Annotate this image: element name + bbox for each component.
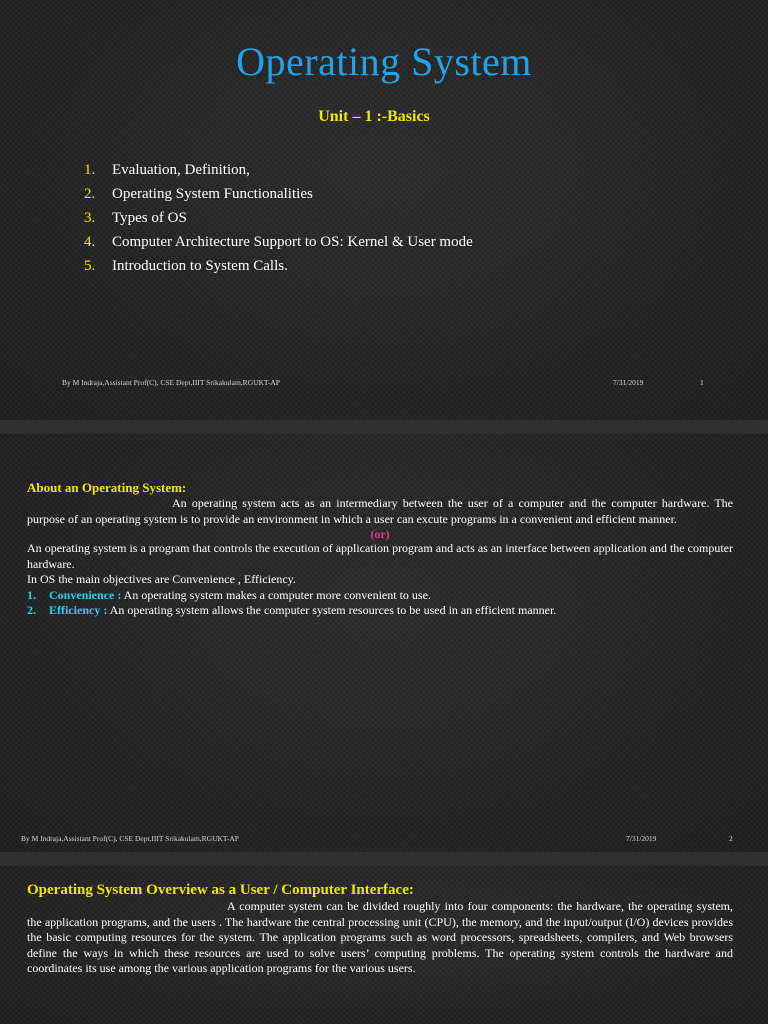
list-text: Evaluation, Definition, bbox=[112, 162, 250, 178]
footer-author: By M Indraja,Assistant Prof(C), CSE Dept,IIIT Srikakulam,RGUKT-AP bbox=[62, 378, 280, 387]
objective-number: 1. bbox=[27, 587, 36, 602]
list-number: 1. bbox=[84, 162, 96, 178]
list-item bbox=[84, 182, 473, 206]
list-number: 3. bbox=[84, 210, 96, 226]
slide-1 bbox=[0, 0, 768, 420]
list-text: Introduction to System Calls. bbox=[112, 258, 288, 274]
list-item bbox=[84, 206, 473, 230]
objective-item bbox=[27, 588, 733, 604]
slide-2 bbox=[0, 434, 768, 852]
list-text: Operating System Functionalities bbox=[112, 186, 313, 202]
objectives-line: In OS the main objectives are Convenience , Efficiency. bbox=[27, 572, 296, 586]
list-item bbox=[84, 230, 473, 254]
objective-item bbox=[27, 603, 733, 619]
list-number: 2. bbox=[84, 186, 96, 202]
objective-label: Convenience : bbox=[49, 587, 122, 602]
objective-text: An operating system allows the computer system resources to be used in an efficient manner. bbox=[107, 603, 557, 617]
paragraph-text: A computer system can be divided roughly into four components: the hardware, the operating system, the application programs, and the users . The hardware the central processing unit (CPU), the memory, and the input/output (I/O) devices provides the basic computing resources for the system. The application programs such as word processors, spreadsheets, compilers, and Web browsers define the ways in which these resources are used to solve users’ computing problems. The operating system controls the hardware and coordinates its use among the various application programs for the various users. bbox=[27, 899, 733, 975]
footer-author: By M Indraja,Assistant Prof(C), CSE Dept,IIIT Srikakulam,RGUKT-AP bbox=[21, 834, 239, 843]
list-text: Types of OS bbox=[112, 210, 187, 226]
footer-date: 7/31/2019 bbox=[613, 378, 644, 387]
paragraph-text: An operating system acts as an intermediary between the user of a computer and the computer hardware. The purpose of an operating system is to provide an environment in which a user can excute programs in a convenient and efficient manner. bbox=[27, 496, 733, 526]
objective-label: Efficiency : bbox=[49, 603, 108, 617]
paragraph: An operating system is a program that controls the execution of application program and acts as an interface between application and the computer hardware. bbox=[27, 541, 733, 571]
slide-body bbox=[27, 882, 733, 977]
list-item bbox=[84, 254, 473, 278]
list-item bbox=[84, 158, 473, 182]
slide-title: Operating System bbox=[236, 39, 532, 84]
slide-subtitle: Unit – 1 :-Basics bbox=[318, 108, 430, 125]
footer-page-number: 2 bbox=[729, 834, 733, 843]
or-separator: (or) bbox=[370, 527, 390, 541]
paragraph bbox=[27, 899, 733, 977]
objective-text: An operating system makes a computer more convenient to use. bbox=[121, 587, 431, 602]
footer-date: 7/31/2019 bbox=[626, 834, 657, 843]
section-heading: About an Operating System: bbox=[27, 480, 187, 495]
footer-page-number: 1 bbox=[700, 378, 704, 387]
slide-body bbox=[27, 480, 733, 619]
list-number: 4. bbox=[84, 234, 96, 250]
list-text: Computer Architecture Support to OS: Kernel & User mode bbox=[112, 234, 473, 250]
section-heading: Operating System Overview as a User / Computer Interface: bbox=[27, 882, 414, 898]
objective-number: 2. bbox=[27, 603, 36, 617]
slide-3 bbox=[0, 866, 768, 1024]
topic-list bbox=[84, 158, 473, 278]
list-number: 5. bbox=[84, 258, 96, 274]
paragraph bbox=[27, 496, 733, 527]
